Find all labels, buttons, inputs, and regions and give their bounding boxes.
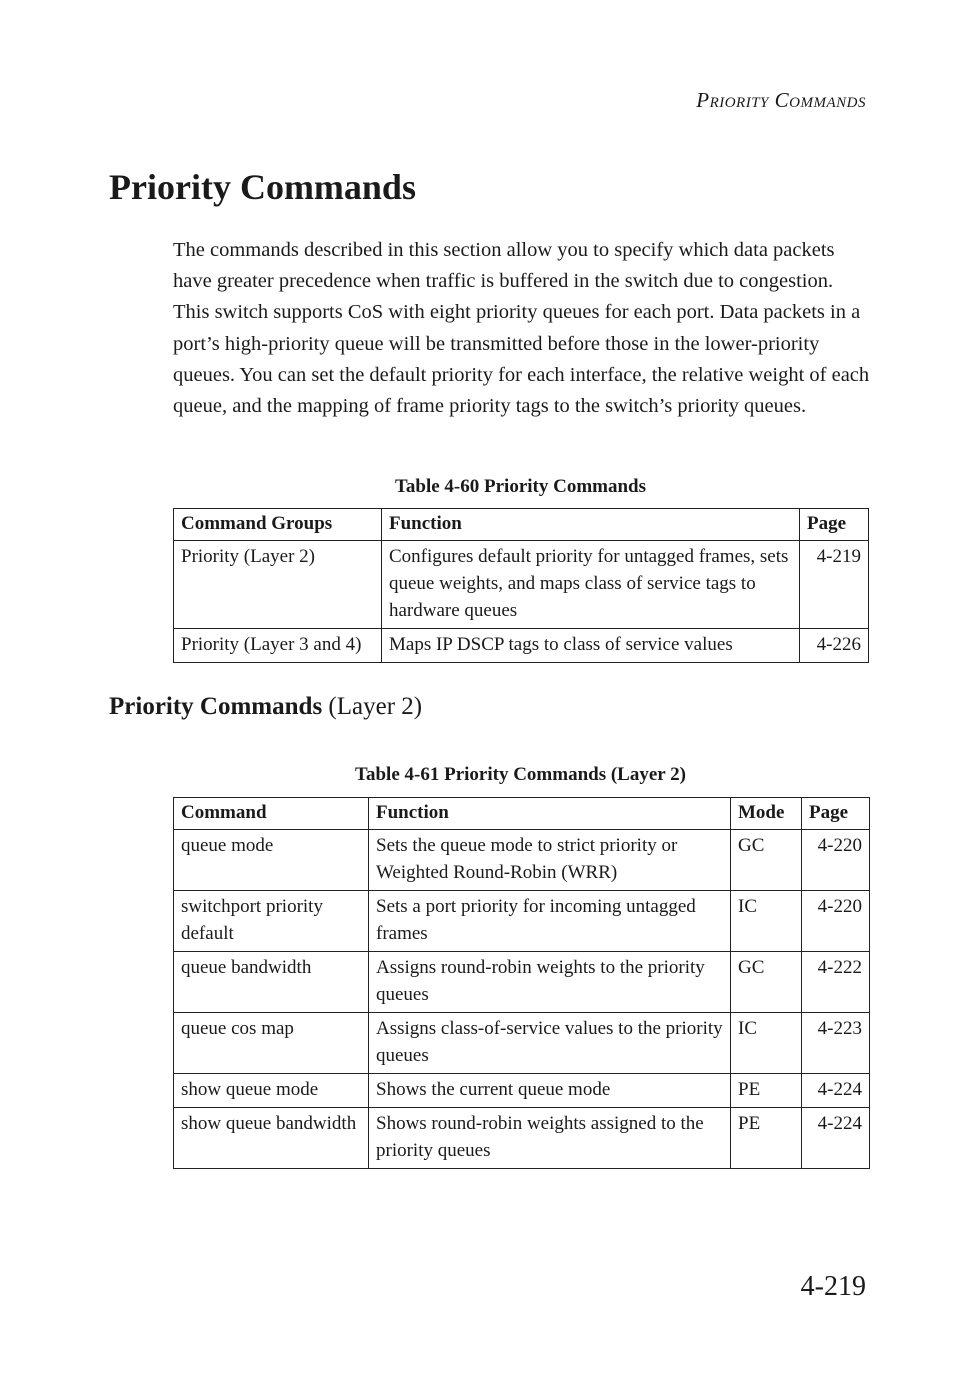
table-row [174, 1013, 870, 1074]
table-caption: Table 4-60 Priority Commands [394, 476, 647, 497]
table-row [174, 891, 870, 952]
section-heading-title: Priority Commands [109, 693, 323, 720]
section-heading [109, 693, 422, 721]
column-header: Function [369, 798, 731, 830]
column-header: Page [802, 798, 870, 830]
table-row [174, 541, 869, 629]
section-heading-qualifier: (Layer 2) [328, 693, 423, 720]
command-cell: show queue mode [174, 1074, 369, 1108]
page-ref: 4-220 [802, 830, 870, 891]
function-cell: Sets a port priority for incoming untagged frames [369, 891, 731, 952]
running-header-word: OMMANDS [789, 95, 866, 111]
table-header-row [174, 798, 870, 830]
running-header-initial: P [696, 88, 710, 112]
command-cell: queue cos map [174, 1013, 369, 1074]
page-ref: 4-220 [802, 891, 870, 952]
intro-paragraph: The commands described in this section allow you to specify which data packets have greater precedence when traffic is buffered in the switch due to congestion. This switch supports CoS with eight priority queues for each port. Data packets in a port’s high-priority queue will be transmitted before those in the lower-priority queues. You can set the default priority for each interface, the relative weight of each queue, and the mapping of frame priority tags to the switch’s priority queues. [173, 239, 870, 418]
command-cell: queue mode [174, 830, 369, 891]
table-header-row [174, 509, 869, 541]
column-header: Mode [731, 798, 802, 830]
mode-cell: IC [731, 891, 802, 952]
command-cell: show queue bandwidth [174, 1108, 369, 1169]
running-header-word: RIORITY [709, 95, 769, 111]
table-cell: Priority (Layer 2) [174, 541, 382, 629]
table-row [174, 952, 870, 1013]
table-row [174, 830, 870, 891]
table-cell: Maps IP DSCP tags to class of service values [382, 629, 800, 663]
column-header: Page [800, 509, 869, 541]
page-title: Priority Commands [109, 167, 416, 207]
page-number: 4-219 [800, 1271, 866, 1302]
table-row [174, 1108, 870, 1169]
mode-cell: GC [731, 952, 802, 1013]
function-cell: Assigns round-robin weights to the priority queues [369, 952, 731, 1013]
table-row [174, 629, 869, 663]
command-cell: switchport priority default [174, 891, 369, 952]
table-cell: Configures default priority for untagged frames, sets queue weights, and maps class of service tags to hardware queues [382, 541, 800, 629]
table-cell: Priority (Layer 3 and 4) [174, 629, 382, 663]
function-cell: Shows the current queue mode [369, 1074, 731, 1108]
table-caption: Table 4-61 Priority Commands (Layer 2) [355, 764, 686, 785]
running-header [696, 88, 866, 113]
table-row [174, 1074, 870, 1108]
function-cell: Assigns class-of-service values to the priority queues [369, 1013, 731, 1074]
page-ref: 4-223 [802, 1013, 870, 1074]
page-ref: 4-226 [800, 629, 869, 663]
mode-cell: GC [731, 830, 802, 891]
column-header: Function [382, 509, 800, 541]
command-cell: queue bandwidth [174, 952, 369, 1013]
function-cell: Shows round-robin weights assigned to the priority queues [369, 1108, 731, 1169]
running-header-initial: C [774, 88, 790, 112]
page-ref: 4-222 [802, 952, 870, 1013]
mode-cell: PE [731, 1108, 802, 1169]
page-ref: 4-224 [802, 1108, 870, 1169]
function-cell: Sets the queue mode to strict priority or Weighted Round-Robin (WRR) [369, 830, 731, 891]
column-header: Command Groups [174, 509, 382, 541]
mode-cell: PE [731, 1074, 802, 1108]
column-header: Command [174, 798, 369, 830]
priority-commands-table [173, 508, 869, 663]
page-ref: 4-219 [800, 541, 869, 629]
page-ref: 4-224 [802, 1074, 870, 1108]
layer2-commands-table [173, 797, 870, 1169]
mode-cell: IC [731, 1013, 802, 1074]
